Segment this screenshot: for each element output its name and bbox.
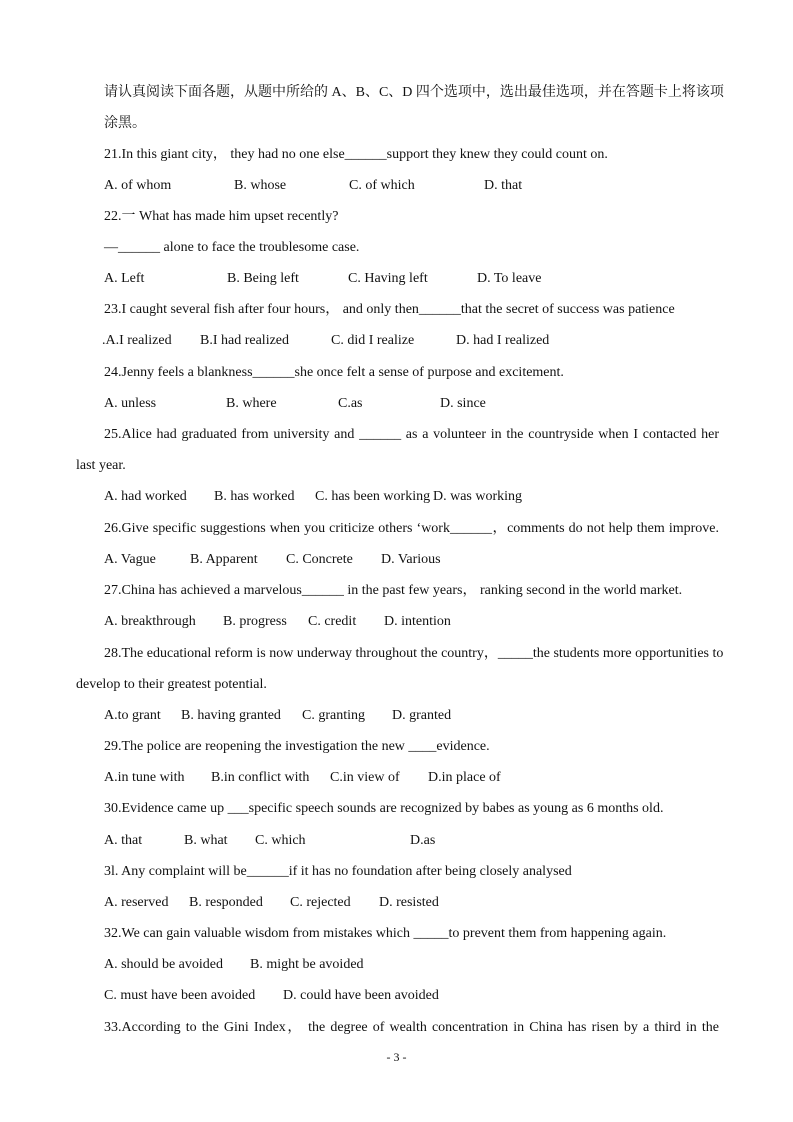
question-22-options <box>104 270 719 288</box>
question-24-stem: 24.Jenny feels a blankness______she once felt a sense of purpose and excitement. <box>104 365 564 380</box>
option-b: B. responded <box>189 895 263 910</box>
question-32-options-row-1 <box>104 956 719 974</box>
option-c: C. did I realize <box>331 333 415 348</box>
question-25-stem: 25.Alice had graduated from university and ______ as a volunteer in the countryside when I contacted her <box>104 427 719 442</box>
option-b: B. progress <box>223 614 287 629</box>
option-a: .A.I realized <box>102 333 172 348</box>
question-31-stem: 3l. Any complaint will be______if it has no foundation after being closely analysed <box>104 864 572 879</box>
option-a: A. had worked <box>104 489 187 504</box>
option-d: D. Various <box>381 552 441 567</box>
question-30-stem: 30.Evidence came up ___specific speech sounds are recognized by babes as young as 6 months old. <box>104 801 664 816</box>
question-29-stem: 29.The police are reopening the investigation the new ____evidence. <box>104 739 490 754</box>
option-d: D. since <box>440 396 486 411</box>
option-a: A. breakthrough <box>104 614 196 629</box>
question-22-stem-2: —______ alone to face the troublesome case. <box>104 240 360 255</box>
option-b: B. whose <box>234 178 287 193</box>
option-d: D.in place of <box>428 770 501 785</box>
option-c: C. which <box>255 833 306 848</box>
option-d: D. could have been avoided <box>283 988 439 1003</box>
option-a: A. unless <box>104 396 157 411</box>
question-27-stem: 27.China has achieved a marvelous______ in the past few years， ranking second in the world market. <box>104 583 683 598</box>
question-31-options <box>104 894 719 912</box>
question-21-options <box>104 177 719 195</box>
option-c: C. of which <box>349 178 415 193</box>
option-d: D. resisted <box>379 895 439 910</box>
question-26-stem: 26.Give specific suggestions when you criticize others ‘work______，comments do not help them improve. <box>104 521 719 536</box>
option-b: B. having granted <box>181 708 281 723</box>
option-d: D. intention <box>384 614 451 629</box>
option-a: A. that <box>104 833 143 848</box>
question-32-options-row-2 <box>104 987 719 1005</box>
option-b: B.in conflict with <box>211 770 310 785</box>
option-d: D. that <box>484 178 523 193</box>
question-28-stem-cont: develop to their greatest potential. <box>76 677 267 692</box>
option-c: C. Having left <box>348 271 428 286</box>
option-a: A. Vague <box>104 552 156 567</box>
option-c: C. rejected <box>290 895 351 910</box>
option-c: C.in view of <box>330 770 400 785</box>
option-d: D. had I realized <box>456 333 550 348</box>
option-b: B.I had realized <box>200 333 290 348</box>
option-b: B. Being left <box>227 271 299 286</box>
question-33-stem: 33.According to the Gini Index， the degree of wealth concentration in China has risen by a third in the <box>104 1020 719 1035</box>
question-29-options <box>104 769 719 787</box>
question-30-options <box>104 832 719 850</box>
option-d: D. was working <box>433 489 523 504</box>
option-c: C. Concrete <box>286 552 353 567</box>
option-c: C. granting <box>302 708 365 723</box>
question-23-stem: 23.I caught several fish after four hours， and only then______that the secret of success was patience <box>104 302 675 317</box>
option-d: D. To leave <box>477 271 542 286</box>
question-27-options <box>104 613 719 631</box>
option-c: C. has been working <box>315 489 431 504</box>
option-a: A.to grant <box>104 708 161 723</box>
option-a: A. Left <box>104 271 145 286</box>
option-a: A. should be avoided <box>104 957 223 972</box>
question-25-stem-cont: last year. <box>76 458 126 473</box>
option-b: B. where <box>226 396 277 411</box>
option-a: A. reserved <box>104 895 169 910</box>
option-b: B. might be avoided <box>250 957 364 972</box>
page-number: - 3 - <box>386 1050 407 1064</box>
question-28-stem: 28.The educational reform is now underway throughout the country，_____the students more opportunities to <box>104 646 724 661</box>
option-a: A.in tune with <box>104 770 185 785</box>
question-28-options <box>104 707 719 725</box>
question-22-stem: 22.一 What has made him upset recently? <box>104 209 339 224</box>
option-d: D.as <box>410 833 436 848</box>
option-c: C.as <box>338 396 363 411</box>
question-21-stem: 21.In this giant city， they had no one else______support they knew they could count on. <box>104 147 608 162</box>
option-c: C. credit <box>308 614 357 629</box>
option-b: B. what <box>184 833 228 848</box>
question-25-options <box>104 488 719 506</box>
option-a: A. of whom <box>104 178 172 193</box>
instruction-line-2: 涂黑。 <box>104 116 146 131</box>
question-26-options <box>104 551 719 569</box>
option-b: B. Apparent <box>190 552 258 567</box>
instruction-line-1: 请认真阅读下面各题，从题中所给的 A、B、C、D 四个选项中，选出最佳选项，并在答题卡上将该项 <box>104 85 724 100</box>
option-b: B. has worked <box>214 489 295 504</box>
question-24-options <box>104 395 719 413</box>
option-d: D. granted <box>392 708 452 723</box>
question-23-options <box>102 332 719 350</box>
question-32-stem: 32.We can gain valuable wisdom from mistakes which _____to prevent them from happening again. <box>104 926 667 941</box>
option-c: C. must have been avoided <box>104 988 256 1003</box>
